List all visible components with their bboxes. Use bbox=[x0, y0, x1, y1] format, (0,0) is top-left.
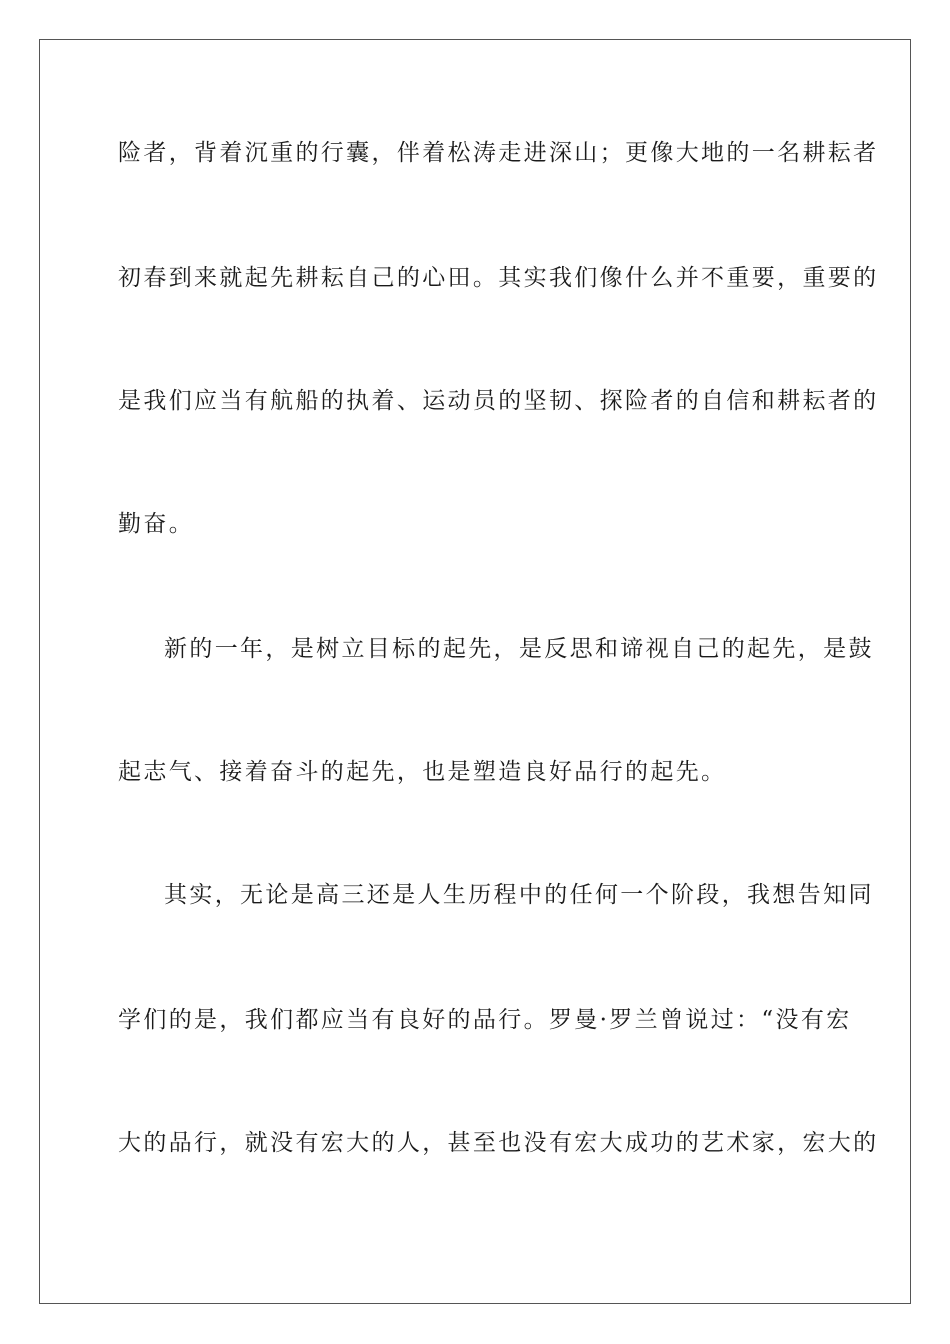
paragraph-indent-line-7: 其实，无论是高三还是人生历程中的任何一个阶段，我想告知同 bbox=[164, 882, 874, 908]
text-line-9: 大的品行，就没有宏大的人，甚至也没有宏大成功的艺术家，宏大的 bbox=[118, 1130, 879, 1156]
text-line-4: 勤奋。 bbox=[118, 511, 195, 537]
paragraph-indent-line-5: 新的一年，是树立目标的起先，是反思和谛视自己的起先，是鼓 bbox=[164, 636, 874, 662]
text-line-8: 学们的是，我们都应当有良好的品行。罗曼·罗兰曾说过：“没有宏 bbox=[118, 1007, 852, 1033]
page-border bbox=[39, 39, 911, 1304]
text-line-6: 起志气、接着奋斗的起先，也是塑造良好品行的起先。 bbox=[118, 759, 727, 785]
text-line-3: 是我们应当有航船的执着、运动员的坚韧、探险者的自信和耕耘者的 bbox=[118, 388, 879, 414]
text-line-2: 初春到来就起先耕耘自己的心田。其实我们像什么并不重要，重要的 bbox=[118, 265, 879, 291]
text-line-1: 险者，背着沉重的行囊，伴着松涛走进深山；更像大地的一名耕耘者 bbox=[118, 140, 879, 166]
